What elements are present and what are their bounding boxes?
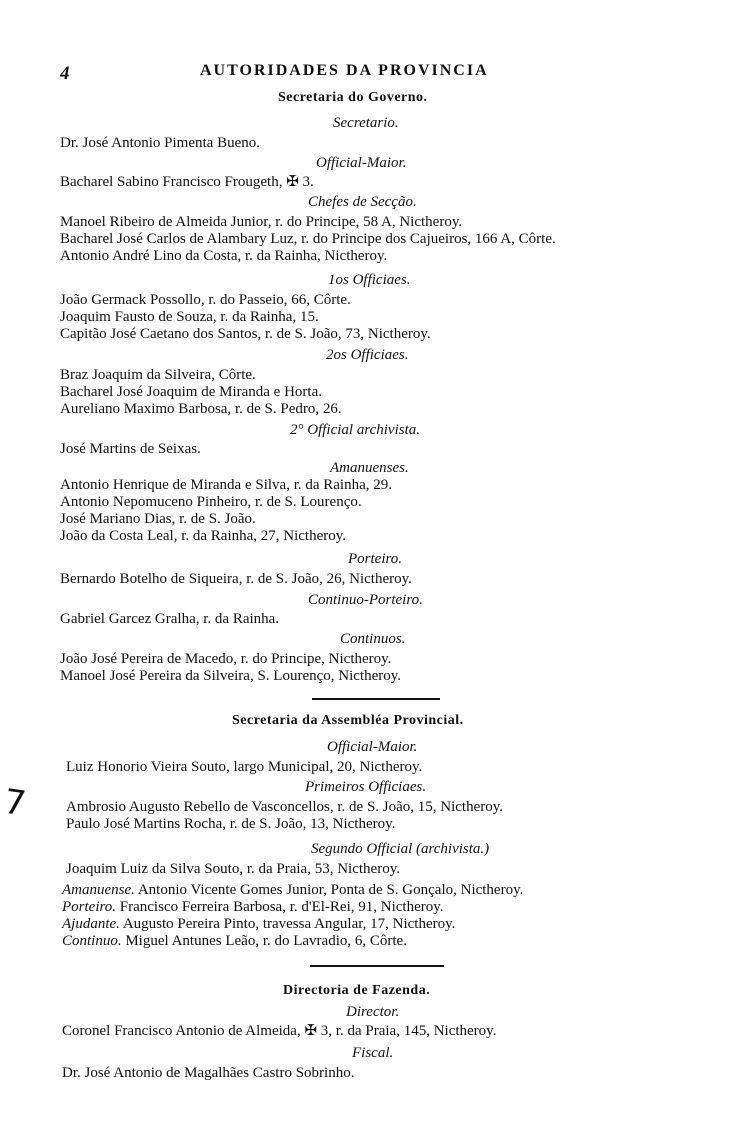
- official-maior-name: Bacharel Sabino Francisco Frougeth,: [60, 174, 283, 190]
- continuo-entry: Manoel José Pereira da Silveira, S. Lourenço, Nictheroy.: [60, 668, 402, 684]
- page-header: AUTORIDADES DA PROVINCIA: [200, 62, 489, 79]
- assemblea-staff-entry: [62, 933, 407, 950]
- porteiro-entry: Bernardo Botelho de Siqueira, r. de S. João, 26, Nictheroy.: [60, 571, 412, 587]
- staff-role: Porteiro.: [62, 899, 117, 915]
- heading-assemblea-segundo: Segundo Official (archivista.): [311, 841, 490, 857]
- staff-text: Miguel Antunes Leão, r. do Lavradio, 6, Côrte.: [125, 933, 407, 949]
- segundo-official-entry: Bacharel José Joaquim de Miranda e Horta.: [60, 384, 322, 400]
- section-title-fazenda: Directoria de Fazenda.: [283, 983, 431, 998]
- assemblea-primeiro-entry: Paulo José Martins Rocha, r. de S. João, 13, Nictheroy.: [66, 816, 396, 832]
- heading-fiscal: Fiscal.: [352, 1045, 394, 1061]
- assemblea-primeiro-entry: Ambrosio Augusto Rebello de Vasconcellos, r. de S. João, 15, Nictheroy.: [66, 799, 504, 815]
- amanuense-entry: João da Costa Leal, r. da Rainha, 27, Nictheroy.: [60, 528, 347, 544]
- heading-assemblea-primeiros: Primeiros Officiaes.: [305, 779, 427, 795]
- heading-archivista: 2° Official archivista.: [290, 422, 421, 438]
- heading-assemblea-official-maior: Official-Maior.: [327, 739, 418, 755]
- official-maior-order: 3.: [302, 174, 314, 190]
- staff-role: Ajudante.: [62, 916, 120, 932]
- amanuense-entry: José Mariano Dias, r. de S. João.: [60, 511, 256, 527]
- segundo-official-entry: Aureliano Maximo Barbosa, r. de S. Pedro, 26.: [60, 401, 342, 417]
- assemblea-staff-entry: [62, 899, 444, 916]
- segundo-official-entry: Braz Joaquim da Silveira, Côrte.: [60, 367, 256, 383]
- staff-text: Augusto Pereira Pinto, travessa Angular, 17, Nictheroy.: [122, 916, 456, 932]
- chefe-entry: Antonio André Lino da Costa, r. da Rainha, Nictheroy.: [60, 248, 388, 264]
- heading-primeiros-officiaes: 1os Officiaes.: [328, 272, 411, 288]
- archivista-entry: José Martins de Seixas.: [60, 441, 201, 457]
- primeiro-official-entry: Joaquim Fausto de Souza, r. da Rainha, 15.: [60, 309, 319, 325]
- heading-porteiro: Porteiro.: [348, 551, 403, 567]
- heading-chefes: Chefes de Secção.: [308, 194, 417, 210]
- director-entry: [62, 1023, 496, 1040]
- heading-continuo-porteiro: Continuo-Porteiro.: [308, 592, 423, 608]
- assemblea-staff-entry: [62, 882, 523, 899]
- fiscal-entry: Dr. José Antonio de Magalhães Castro Sobrinho.: [62, 1065, 355, 1081]
- heading-amanuenses: Amanuenses.: [330, 460, 409, 476]
- margin-mark: 7: [1, 781, 29, 825]
- assemblea-official-maior-entry: Luiz Honorio Vieira Souto, largo Municipal, 20, Nictheroy.: [66, 759, 423, 775]
- amanuense-entry: Antonio Henrique de Miranda e Silva, r. da Rainha, 29.: [60, 477, 393, 493]
- section-divider: [312, 698, 440, 700]
- director-rest: 3, r. da Praia, 145, Nictheroy.: [320, 1023, 497, 1039]
- staff-role: Amanuense.: [62, 882, 135, 898]
- section-title-assemblea: Secretaria da Assembléa Provincial.: [232, 713, 464, 728]
- amanuense-entry: Antonio Nepomuceno Pinheiro, r. de S. Lourenço.: [60, 494, 362, 510]
- chefe-entry: Manoel Ribeiro de Almeida Junior, r. do Principe, 58 A, Nictheroy.: [60, 214, 463, 230]
- section-divider: [310, 965, 444, 967]
- section-title-governo: Secretaria do Governo.: [278, 90, 428, 105]
- order-cross-icon: ✠: [304, 1023, 318, 1039]
- assemblea-segundo-entry: Joaquim Luiz da Silva Souto, r. da Praia, 53, Nictheroy.: [66, 861, 400, 877]
- official-maior-entry: [60, 174, 314, 191]
- staff-text: Antonio Vicente Gomes Junior, Ponta de S. Gonçalo, Nictheroy.: [137, 882, 524, 898]
- chefe-entry: Bacharel José Carlos de Alambary Luz, r. do Principe dos Cajueiros, 166 A, Côrte.: [60, 231, 556, 247]
- primeiro-official-entry: Capitão José Caetano dos Santos, r. de S. João, 73, Nictheroy.: [60, 326, 431, 342]
- director-name: Coronel Francisco Antonio de Almeida,: [62, 1023, 301, 1039]
- continuo-porteiro-entry: Gabriel Garcez Gralha, r. da Rainha.: [60, 611, 280, 627]
- order-cross-icon: ✠: [286, 174, 299, 190]
- heading-official-maior: Official-Maior.: [316, 155, 407, 171]
- primeiro-official-entry: João Germack Possollo, r. do Passeio, 66, Côrte.: [60, 292, 351, 308]
- heading-segundos-officiaes: 2os Officiaes.: [326, 347, 409, 363]
- assemblea-staff-entry: [62, 916, 455, 933]
- page-number: 4: [60, 63, 70, 84]
- heading-director: Director.: [346, 1004, 400, 1020]
- staff-text: Francisco Ferreira Barbosa, r. d'El-Rei, 91, Nictheroy.: [119, 899, 444, 915]
- secretario-entry: Dr. José Antonio Pimenta Bueno.: [60, 135, 260, 151]
- continuo-entry: João José Pereira de Macedo, r. do Principe, Nictheroy.: [60, 651, 392, 667]
- heading-secretario: Secretario.: [333, 115, 399, 131]
- heading-continuos: Continuos.: [340, 631, 406, 647]
- staff-role: Continuo.: [62, 933, 122, 949]
